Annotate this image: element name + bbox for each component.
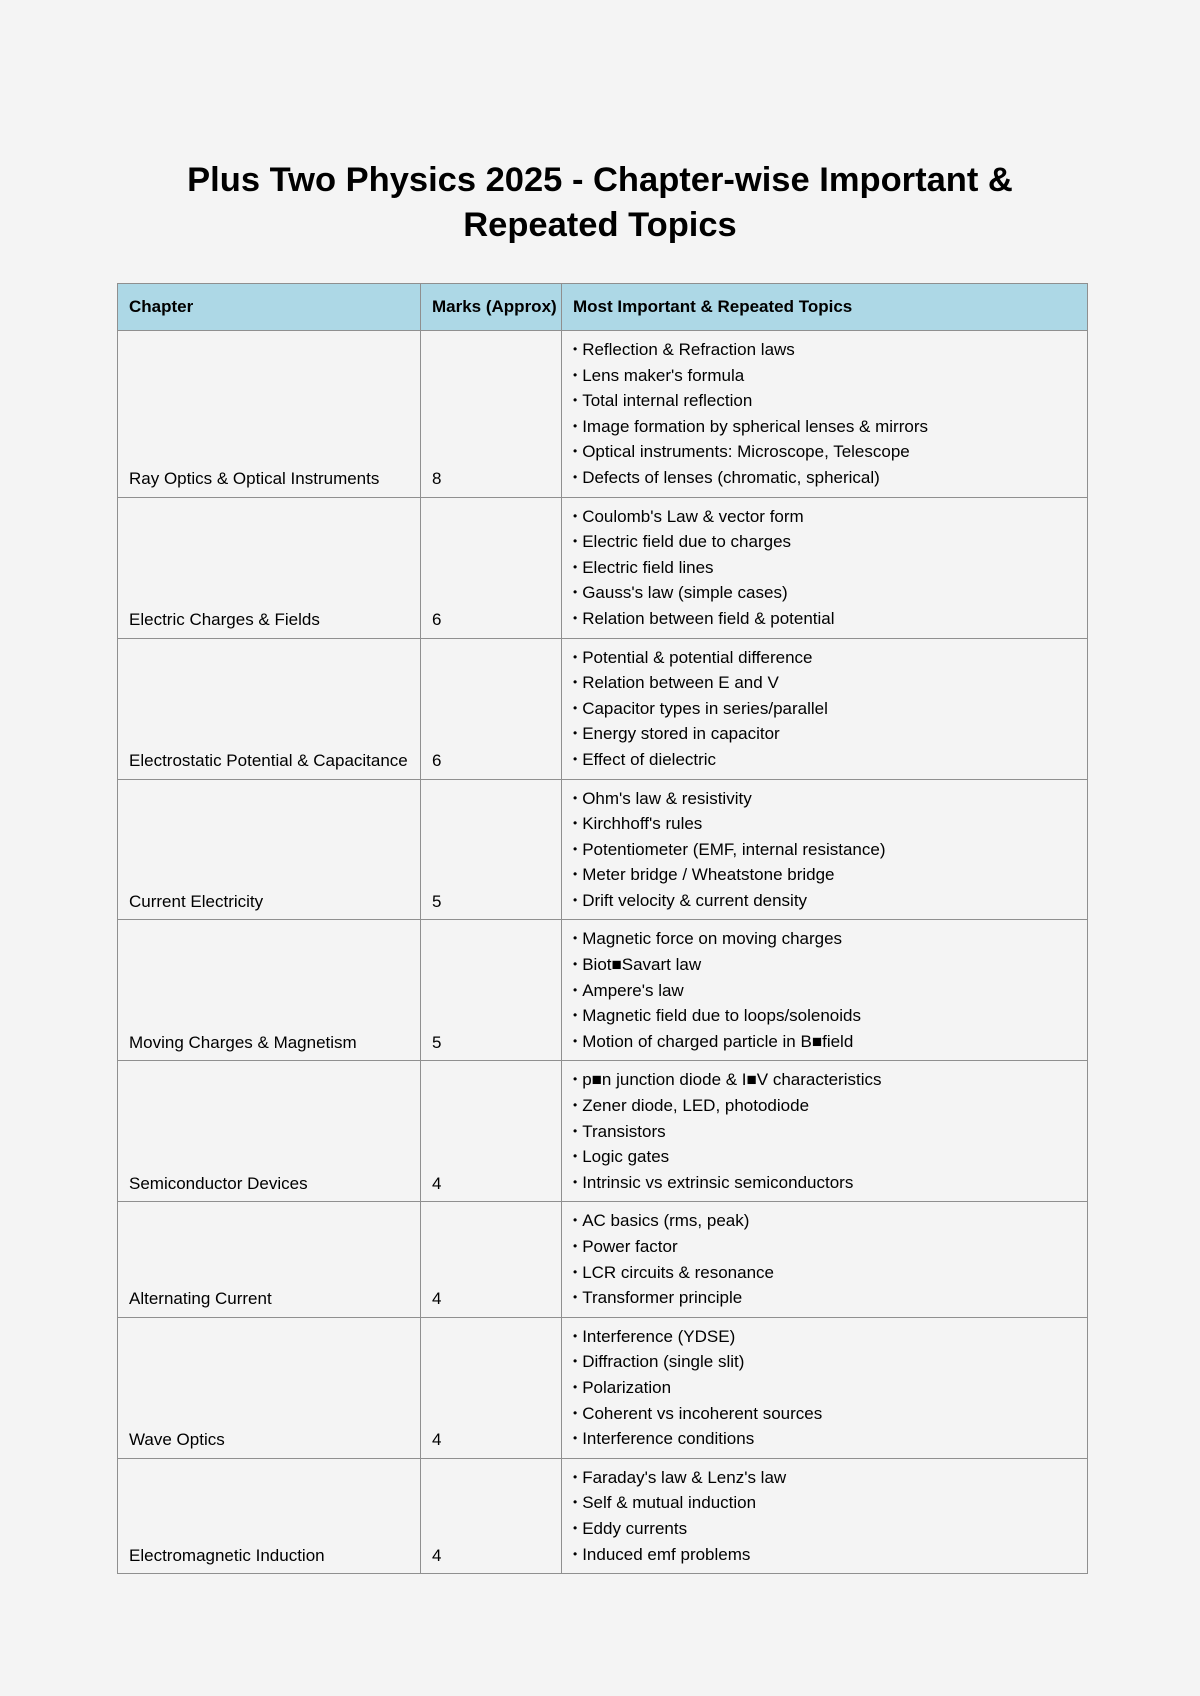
topic-text: Image formation by spherical lenses & mirrors: [582, 416, 928, 436]
bullet-icon: •: [573, 469, 578, 484]
topic-text: Transistors: [582, 1121, 666, 1141]
bullet-icon: •: [573, 559, 578, 574]
topic-item: [573, 1286, 1076, 1312]
marks-cell: 6: [421, 497, 562, 638]
topic-text: Gauss's law (simple cases): [582, 583, 788, 603]
bullet-icon: •: [573, 867, 578, 882]
bullet-icon: •: [573, 1405, 578, 1420]
topic-text: AC basics (rms, peak): [582, 1211, 750, 1231]
topic-list: [573, 787, 1076, 915]
bullet-icon: •: [573, 585, 578, 600]
bullet-icon: •: [573, 342, 578, 356]
topic-list: [573, 646, 1076, 774]
topic-item: [573, 1004, 1076, 1030]
topic-item: [573, 440, 1076, 466]
topic-text: Magnetic field due to loops/solenoids: [582, 1006, 861, 1026]
bullet-icon: •: [573, 1008, 578, 1023]
bullet-icon: •: [573, 1354, 578, 1369]
topics-cell: [562, 920, 1088, 1061]
topic-text: Kirchhoff's rules: [582, 814, 703, 834]
topic-text: Coulomb's Law & vector form: [582, 506, 804, 526]
topic-text: Optical instruments: Microscope, Telescope: [582, 442, 910, 462]
bullet-icon: •: [573, 1290, 578, 1305]
topic-text: Interference conditions: [582, 1429, 755, 1449]
marks-cell: 5: [421, 920, 562, 1061]
topic-item: [573, 466, 1076, 492]
bullet-icon: •: [573, 418, 578, 433]
bullet-icon: •: [573, 957, 578, 972]
chapter-cell: Semiconductor Devices: [118, 1061, 421, 1202]
topic-list: [573, 1209, 1076, 1311]
bullet-icon: •: [573, 1213, 578, 1228]
bullet-icon: •: [573, 790, 578, 805]
table-row: [118, 1317, 1088, 1458]
topic-list: [573, 338, 1076, 492]
topic-text: Transformer principle: [582, 1288, 743, 1308]
bullet-icon: •: [573, 610, 578, 625]
topic-list: [573, 505, 1076, 633]
table-row: [118, 497, 1088, 638]
table-header: [118, 284, 1088, 331]
marks-cell: 8: [421, 331, 562, 498]
topic-item: [573, 1120, 1076, 1146]
bullet-icon: •: [573, 892, 578, 907]
topic-item: [573, 1376, 1076, 1402]
table-row: [118, 331, 1088, 498]
topic-text: Effect of dielectric: [582, 749, 717, 769]
topics-cell: [562, 638, 1088, 779]
topic-item: [573, 338, 1076, 364]
chapter-cell: Moving Charges & Magnetism: [118, 920, 421, 1061]
topic-item: [573, 556, 1076, 582]
chapter-header: Chapter: [118, 284, 421, 331]
topic-list: [573, 1068, 1076, 1196]
topic-list: [573, 1466, 1076, 1568]
topic-item: [573, 505, 1076, 531]
bullet-icon: •: [573, 841, 578, 856]
topic-text: Meter bridge / Wheatstone bridge: [582, 865, 835, 885]
topic-text: Faraday's law & Lenz's law: [582, 1467, 787, 1487]
bullet-icon: •: [573, 816, 578, 831]
bullet-icon: •: [573, 1431, 578, 1446]
marks-cell: 6: [421, 638, 562, 779]
topic-text: Ohm's law & resistivity: [582, 788, 752, 808]
topic-item: [573, 1325, 1076, 1351]
topic-text: Diffraction (single slit): [582, 1352, 745, 1372]
topic-item: [573, 364, 1076, 390]
marks-cell: 4: [421, 1061, 562, 1202]
topics-header: Most Important & Repeated Topics: [562, 284, 1088, 331]
topics-cell: [562, 497, 1088, 638]
bullet-icon: •: [573, 726, 578, 741]
bullet-icon: •: [573, 700, 578, 715]
marks-cell: 4: [421, 1317, 562, 1458]
topic-text: Self & mutual induction: [582, 1493, 757, 1513]
topic-item: [573, 722, 1076, 748]
topic-text: Reflection & Refraction laws: [582, 340, 795, 359]
table-row: [118, 638, 1088, 779]
chapter-cell: Current Electricity: [118, 779, 421, 920]
chapter-cell: Ray Optics & Optical Instruments: [118, 331, 421, 498]
topic-list: [573, 927, 1076, 1055]
marks-cell: 4: [421, 1458, 562, 1573]
topic-item: [573, 953, 1076, 979]
topic-item: [573, 1466, 1076, 1492]
topics-cell: [562, 1061, 1088, 1202]
topic-text: Magnetic force on moving charges: [582, 929, 843, 949]
bullet-icon: •: [573, 982, 578, 997]
topic-item: [573, 863, 1076, 889]
topic-text: Interference (YDSE): [582, 1326, 736, 1346]
bullet-icon: •: [573, 508, 578, 523]
topic-text: Induced emf problems: [582, 1544, 751, 1564]
marks-cell: 5: [421, 779, 562, 920]
topic-item: [573, 1517, 1076, 1543]
bullet-icon: •: [573, 675, 578, 690]
topic-text: Electric field due to charges: [582, 532, 792, 552]
topic-item: [573, 1402, 1076, 1428]
bullet-icon: •: [573, 1328, 578, 1343]
bullet-icon: •: [573, 1174, 578, 1189]
topic-item: [573, 1491, 1076, 1517]
topic-item: [573, 581, 1076, 607]
topics-cell: [562, 331, 1088, 498]
topic-text: LCR circuits & resonance: [582, 1262, 775, 1282]
bullet-icon: •: [573, 1520, 578, 1535]
topic-item: [573, 1030, 1076, 1056]
chapter-cell: Wave Optics: [118, 1317, 421, 1458]
topic-item: [573, 1261, 1076, 1287]
topic-item: [573, 389, 1076, 415]
bullet-icon: •: [573, 1546, 578, 1561]
topic-text: Potential & potential difference: [582, 647, 813, 667]
table-row: [118, 1458, 1088, 1573]
topic-text: Motion of charged particle in B■field: [582, 1031, 854, 1051]
topic-text: Power factor: [582, 1237, 678, 1256]
topics-cell: [562, 779, 1088, 920]
bullet-icon: •: [573, 649, 578, 664]
topic-text: Biot■Savart law: [582, 955, 702, 975]
topic-item: [573, 1171, 1076, 1197]
topic-item: [573, 646, 1076, 672]
table-row: [118, 779, 1088, 920]
topic-item: [573, 415, 1076, 441]
bullet-icon: •: [573, 367, 578, 382]
topic-item: [573, 1235, 1076, 1261]
topic-item: [573, 1094, 1076, 1120]
chapter-cell: Electromagnetic Induction: [118, 1458, 421, 1573]
table-row: [118, 1202, 1088, 1317]
bullet-icon: •: [573, 1379, 578, 1394]
topic-text: p■n junction diode & I■V characteristics: [582, 1070, 882, 1090]
topic-item: [573, 1543, 1076, 1569]
topic-text: Drift velocity & current density: [582, 890, 808, 910]
topic-item: [573, 530, 1076, 556]
topic-item: [573, 697, 1076, 723]
topic-item: [573, 812, 1076, 838]
topic-text: Relation between E and V: [582, 673, 779, 693]
topic-text: Logic gates: [582, 1147, 670, 1167]
table-row: [118, 920, 1088, 1061]
topic-item: [573, 1145, 1076, 1171]
topic-text: Total internal reflection: [582, 391, 753, 411]
topic-list: [573, 1325, 1076, 1453]
topic-item: [573, 1068, 1076, 1094]
topic-item: [573, 979, 1076, 1005]
topics-cell: [562, 1317, 1088, 1458]
topic-text: Zener diode, LED, photodiode: [582, 1096, 810, 1116]
topic-text: Eddy currents: [582, 1518, 688, 1538]
table-row: [118, 1061, 1088, 1202]
topic-item: [573, 671, 1076, 697]
bullet-icon: •: [573, 1072, 578, 1087]
topic-text: Energy stored in capacitor: [582, 724, 780, 744]
bullet-icon: •: [573, 1469, 578, 1484]
bullet-icon: •: [573, 393, 578, 408]
topic-item: [573, 838, 1076, 864]
bullet-icon: •: [573, 751, 578, 766]
topic-text: Coherent vs incoherent sources: [582, 1403, 823, 1423]
marks-header: Marks (Approx): [421, 284, 562, 331]
topic-item: [573, 607, 1076, 633]
topic-item: [573, 927, 1076, 953]
topics-cell: [562, 1202, 1088, 1317]
bullet-icon: •: [573, 1098, 578, 1113]
topic-text: Lens maker's formula: [582, 365, 745, 385]
topic-text: Polarization: [582, 1377, 672, 1397]
topic-item: [573, 1209, 1076, 1235]
topic-item: [573, 748, 1076, 774]
topic-text: Ampere's law: [582, 980, 684, 1000]
bullet-icon: •: [573, 534, 578, 549]
topic-text: Intrinsic vs extrinsic semiconductors: [582, 1172, 854, 1192]
bullet-icon: •: [573, 1239, 578, 1253]
topic-item: [573, 787, 1076, 813]
topics-cell: [562, 1458, 1088, 1573]
bullet-icon: •: [573, 1264, 578, 1279]
topic-item: [573, 1350, 1076, 1376]
topic-item: [573, 889, 1076, 915]
chapter-cell: Electric Charges & Fields: [118, 497, 421, 638]
bullet-icon: •: [573, 1123, 578, 1138]
table-body: [118, 331, 1088, 1574]
page-title: Plus Two Physics 2025 - Chapter-wise Important & Repeated Topics: [187, 161, 1013, 244]
topic-text: Electric field lines: [582, 557, 714, 577]
topic-item: [573, 1427, 1076, 1453]
bullet-icon: •: [573, 444, 578, 459]
topics-table: [117, 283, 1088, 1574]
topic-text: Defects of lenses (chromatic, spherical): [582, 467, 880, 487]
bullet-icon: •: [573, 931, 578, 946]
topic-text: Capacitor types in series/parallel: [582, 698, 828, 718]
marks-cell: 4: [421, 1202, 562, 1317]
topic-text: Potentiometer (EMF, internal resistance): [582, 839, 886, 859]
topic-text: Relation between field & potential: [582, 608, 835, 628]
chapter-cell: Alternating Current: [118, 1202, 421, 1317]
bullet-icon: •: [573, 1495, 578, 1510]
bullet-icon: •: [573, 1033, 578, 1048]
bullet-icon: •: [573, 1149, 578, 1164]
header-row: [118, 284, 1088, 331]
chapter-cell: Electrostatic Potential & Capacitance: [118, 638, 421, 779]
